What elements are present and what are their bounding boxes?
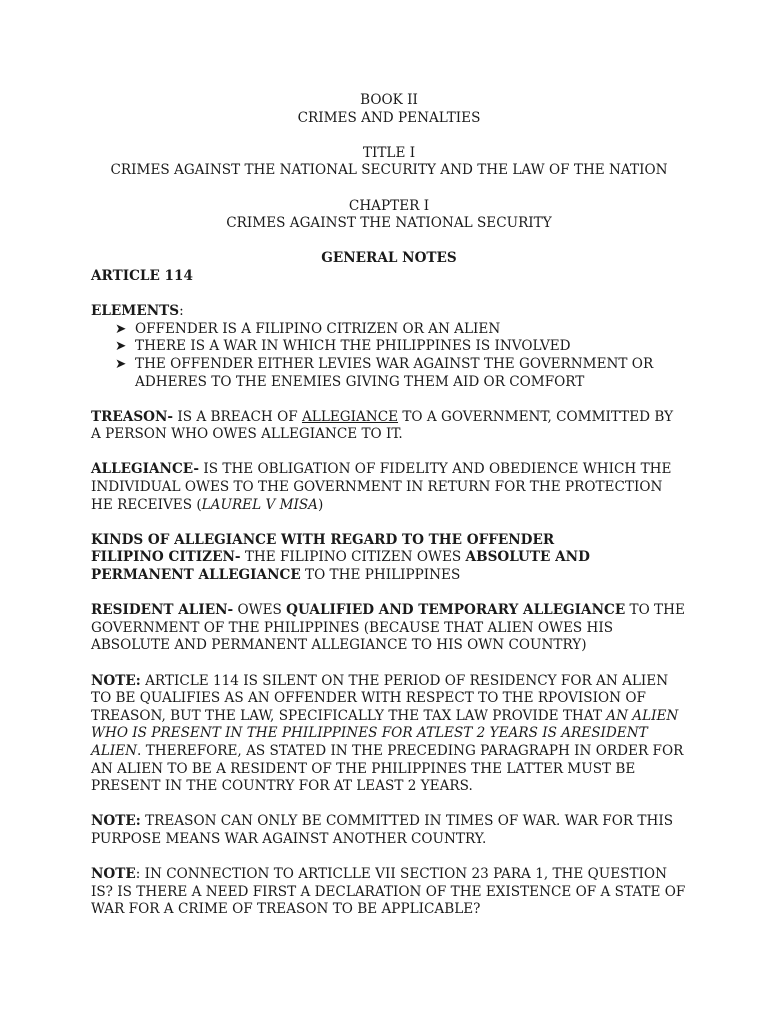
note-paragraph [91, 673, 687, 796]
chapter-name: CRIMES AGAINST THE NATIONAL SECURITY [226, 215, 552, 232]
article-heading [91, 268, 687, 286]
arrow-bullet-icon: ➤ [115, 338, 127, 355]
allegiance-definition [91, 461, 687, 514]
note-text-a: TREASON CAN ONLY BE COMMITTED IN TIMES OF WAR. WAR FOR THIS PURPOSE MEANS WAR AGAINST ANOTHER COUNTRY. [91, 813, 674, 847]
allegiance-term: ALLEGIANCE- [91, 461, 200, 478]
arrow-bullet-icon: ➤ [115, 320, 127, 337]
note-label: NOTE [91, 866, 136, 883]
citizen-term: FILIPINO CITIZEN- [91, 549, 241, 566]
note-text-b: . THEREFORE, AS STATED IN THE PRECEDING PARAGRAPH IN ORDER FOR AN ALIEN TO BE A RESIDENT OF THE PHILIPPINES THE LATTER MUST BE PRESENT IN THE COUNTRY FOR AT LEAST 2 YEARS. [91, 742, 684, 795]
citizen-end: TO THE PHILIPPINES [300, 567, 461, 584]
kinds-heading-text: KINDS OF ALLEGIANCE WITH REGARD TO THE OFFENDER [91, 531, 555, 548]
book-title: CRIMES AND PENALTIES [297, 109, 481, 126]
elements-list [91, 321, 687, 391]
chapter-number: CHAPTER I [348, 197, 430, 214]
elements-heading [91, 303, 687, 321]
citizen-text: THE FILIPINO CITIZEN OWES [240, 549, 466, 566]
resident-text-b: TO THE GOVERNMENT OF THE PHILIPPINES (BECAUSE THAT ALIEN OWES HIS ABSOLUTE AND PERMANENT ALLEGIANCE TO HIS OWN COUNTRY) [91, 602, 685, 654]
treason-definition [91, 409, 687, 444]
resident-definition [91, 602, 687, 655]
list-item-text: THE OFFENDER EITHER LEVIES WAR AGAINST THE GOVERNMENT OR ADHERES TO THE ENEMIES GIVING THEM AID OR COMFORT [135, 355, 654, 390]
list-item [115, 356, 687, 391]
list-item-text: THERE IS A WAR IN WHICH THE PHILIPPINES IS INVOLVED [135, 338, 571, 355]
note-italic: AN ALIEN WHO IS PRESENT IN THE PHILIPPINES FOR ATLEST 2 YEARS IS ARESIDENT ALIEN [91, 707, 679, 759]
article-number: ARTICLE 114 [91, 267, 193, 284]
treason-text-a: IS A BREACH OF [173, 408, 302, 425]
resident-text-a: OWES [233, 602, 287, 619]
list-item [115, 321, 687, 339]
list-item-text: OFFENDER IS A FILIPINO CITRIZEN OR AN ALIEN [135, 320, 501, 337]
title-name: CRIMES AGAINST THE NATIONAL SECURITY AND THE LAW OF THE NATION [110, 162, 668, 179]
allegiance-close: ) [318, 496, 324, 513]
kinds-heading [91, 532, 687, 550]
elements-colon: : [179, 303, 184, 320]
note-label: NOTE: [91, 813, 141, 830]
title-number: TITLE I [362, 144, 416, 161]
note-text-a: ARTICLE 114 IS SILENT ON THE PERIOD OF RESIDENCY FOR AN ALIEN TO BE QUALIFIES AS AN OFFENDER WITH RESPECT TO THE RPOVISION OF TREASON, BUT THE LAW, SPECIFICALLY THE TAX LAW PROVIDE THAT [91, 672, 669, 724]
arrow-bullet-icon: ➤ [115, 355, 127, 372]
resident-term: RESIDENT ALIEN- [91, 602, 234, 619]
section-heading-text: GENERAL NOTES [321, 250, 457, 267]
citizen-bold: ABSOLUTE AND PERMANENT ALLEGIANCE [91, 549, 590, 584]
note-label: NOTE: [91, 672, 141, 689]
resident-bold: QUALIFIED AND TEMPORARY ALLEGIANCE [286, 602, 626, 619]
treason-underlined: ALLEGIANCE [301, 408, 399, 425]
document-page [91, 92, 687, 919]
list-item [115, 338, 687, 356]
note-paragraph [91, 813, 687, 848]
elements-heading-text: ELEMENTS [91, 303, 180, 320]
treason-text-b: TO A GOVERNMENT, COMMITTED BY A PERSON WHO OWES ALLEGIANCE TO IT. [91, 408, 674, 443]
allegiance-citation: LAUREL V MISA [201, 496, 319, 513]
note-paragraph [91, 866, 687, 919]
treason-term: TREASON- [91, 408, 174, 425]
book-number: BOOK II [360, 92, 418, 108]
note-text-a: : IN CONNECTION TO ARTICLLE VII SECTION 23 PARA 1, THE QUESTION IS? IS THERE A NEED FIRST A DECLARATION OF THE EXISTENCE OF A STATE OF WAR FOR A CRIME OF TREASON TO BE APPLICABLE? [91, 866, 686, 918]
allegiance-text: IS THE OBLIGATION OF FIDELITY AND OBEDIENCE WHICH THE INDIVIDUAL OWES TO THE GOVERNMENT IN RETURN FOR THE PROTECTION HE RECEIVES ( [91, 461, 672, 513]
section-heading [91, 250, 687, 268]
citizen-definition [91, 549, 687, 584]
